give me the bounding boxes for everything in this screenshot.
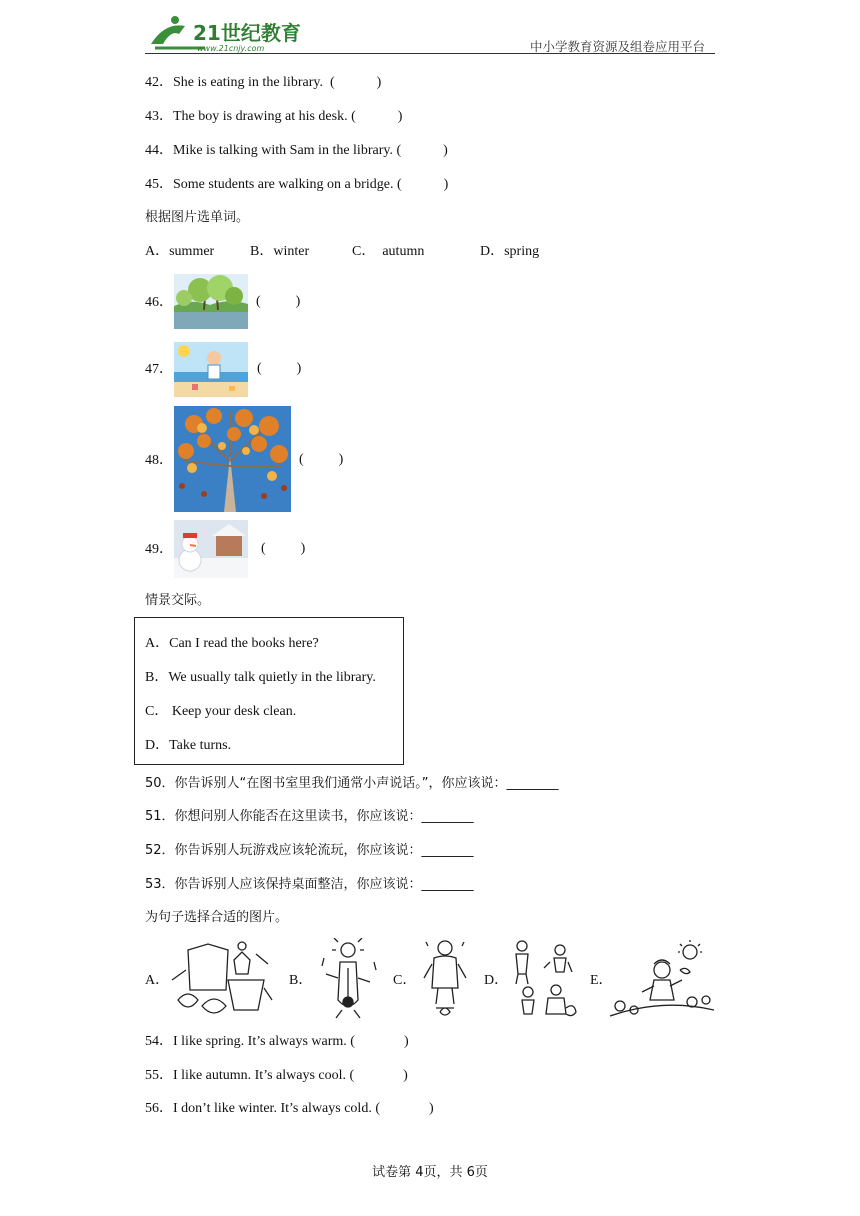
section-title-pictures: 根据图片选单词。	[145, 210, 250, 225]
option-a: A．summer	[145, 244, 215, 259]
match-label-b: B．	[289, 973, 313, 988]
item-46-answer: ( )	[256, 294, 301, 309]
cold-person-drawing	[420, 938, 470, 1022]
dialog-options-box	[134, 617, 404, 765]
dialog-option-b: B．We usually talk quietly in the library.	[145, 670, 376, 685]
dialog-option-a: A．Can I read the books here?	[145, 636, 319, 651]
question-44: 44．Mike is talking with Sam in the library. ( )	[145, 143, 448, 158]
match-label-d: D．	[484, 973, 509, 988]
question-56: 56．I don’t like winter. It’s always cold. ( )	[145, 1101, 434, 1116]
question-55: 55．I like autumn. It’s always cool. ( )	[145, 1068, 408, 1083]
header-divider	[145, 53, 715, 54]
match-label-a: A．	[145, 973, 170, 988]
match-label-c: C．	[393, 973, 417, 988]
header-platform-text: 中小学教育资源及组卷应用平台	[529, 39, 705, 54]
section-title-dialog: 情景交际。	[145, 593, 211, 608]
svg-text:www.21cnjy.com: www.21cnjy.com	[197, 44, 265, 53]
item-48-answer: ( )	[299, 452, 344, 467]
dialog-option-c: C． Keep your desk clean.	[145, 704, 297, 719]
autumn-tree-image	[174, 406, 291, 512]
option-d: D．spring	[480, 244, 540, 259]
svg-text:21世纪教育: 21世纪教育	[193, 21, 301, 45]
question-50: 50．你告诉别人“在图书室里我们通常小声说话。”，你应该说：________	[145, 776, 559, 791]
option-c: C． autumn	[352, 244, 425, 259]
summer-beach-image	[174, 342, 248, 397]
item-49-answer: ( )	[261, 541, 306, 556]
item-47-number: 47．	[145, 362, 173, 377]
hot-thermometer-drawing	[318, 938, 380, 1020]
question-54: 54．I like spring. It’s always warm. ( )	[145, 1034, 409, 1049]
question-53: 53．你告诉别人应该保持桌面整洁，你应该说：________	[145, 877, 474, 892]
match-label-e: E．	[590, 973, 613, 988]
spring-lake-image	[174, 274, 248, 329]
item-48-number: 48．	[145, 453, 173, 468]
winter-snowman-image	[174, 520, 248, 578]
autumn-harvest-drawing	[168, 940, 276, 1020]
question-45: 45．Some students are walking on a bridge. ( )	[145, 177, 449, 192]
question-51: 51．你想问别人你能否在这里读书，你应该说：________	[145, 809, 474, 824]
item-46-number: 46．	[145, 295, 173, 310]
brand-logo	[145, 14, 315, 54]
option-b: B．winter	[250, 244, 310, 259]
spring-flowers-drawing	[610, 940, 714, 1022]
page-footer: 试卷第 4页，共 6页	[372, 1165, 488, 1180]
question-43: 43．The boy is drawing at his desk. ( )	[145, 109, 403, 124]
kids-playing-drawing	[506, 938, 580, 1022]
section-title-match: 为句子选择合适的图片。	[145, 910, 289, 925]
item-47-answer: ( )	[257, 361, 302, 376]
item-49-number: 49．	[145, 542, 173, 557]
dialog-option-d: D．Take turns.	[145, 738, 232, 753]
question-52: 52．你告诉别人玩游戏应该轮流玩，你应该说：________	[145, 843, 474, 858]
question-42: 42．She is eating in the library. ( )	[145, 75, 382, 90]
